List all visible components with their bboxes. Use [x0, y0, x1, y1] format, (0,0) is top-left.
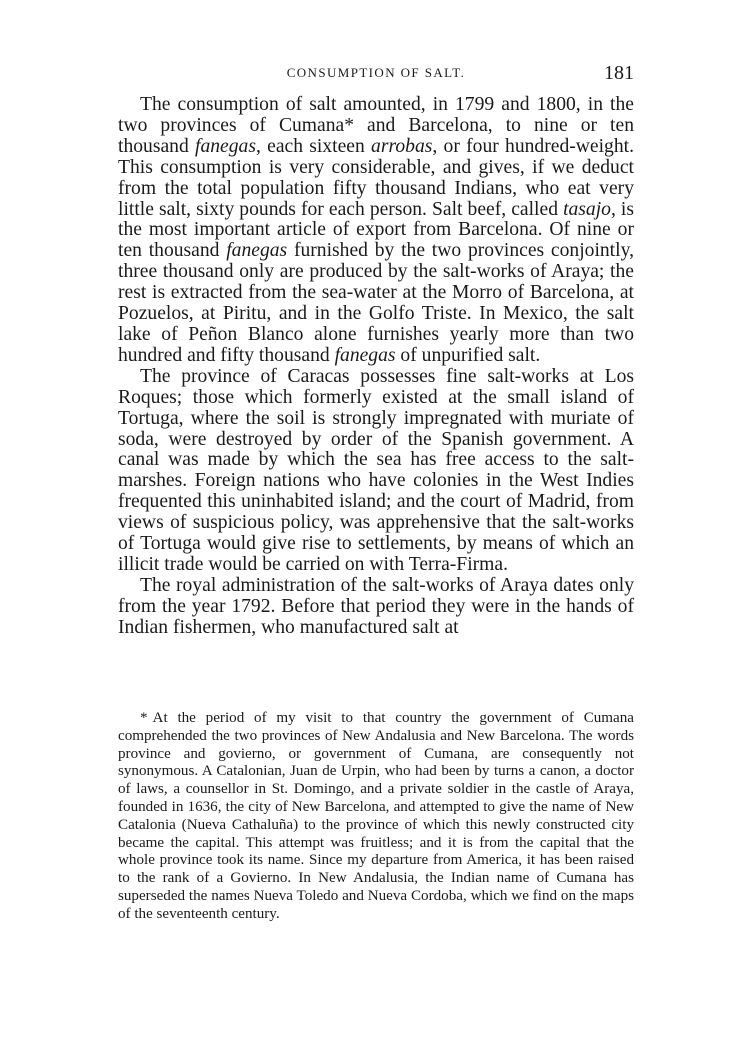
paragraph-text-run: The province of Caracas possesses fine salt-works at Los Roques; those which formerly existed at the small island of Tortuga, where the soil is strongly impregnated with muriate of soda, were destroyed by order of the Spanish government. A canal was made by which the sea has free access to the salt-marshes. Foreign nations who have colonies in the West Indies frequented this uninhabited island; and the court of Madrid, from views of suspicious policy, was apprehensive that the salt-works of Tortuga would give rise to settlements, by means of which an illicit trade would be carried on with Terra-Firma. [118, 365, 634, 575]
paragraph-2 [118, 367, 634, 576]
paragraph-text-run: furnished by the two provinces conjointly, three thousand only are produced by the salt-works of Araya; the rest is extracted from the sea-water at the Morro of Barcelona, at Pozuelos, at Piritu, and in the Golfo Triste. In Mexico, the salt lake of Peñon Blanco alone furnishes yearly more than two hundred and fifty thousand [118, 240, 634, 366]
footnote-text [118, 710, 634, 922]
page-number: 181 [604, 62, 634, 84]
paragraph-italic-term: arrobas [371, 135, 433, 157]
footnote-marker: * [140, 710, 148, 726]
paragraph-text-run: , is the most important article of export from Barcelona. Of nine or ten thousand [118, 198, 634, 262]
paragraph-italic-term: fanegas [334, 344, 396, 366]
paragraph-3 [118, 576, 634, 639]
footnote-paragraph [118, 710, 634, 924]
paragraph-italic-term: tasajo [563, 198, 611, 220]
paragraph-1 [118, 95, 634, 367]
running-head [118, 62, 634, 88]
paragraph-text-run: The consumption of salt amounted, in 1799 and 1800, in the two provinces of Cumana* and Barcelona, to nine or ten thousand [118, 94, 634, 157]
footnote-text-run: At the period of my visit to that country the government of Cumana comprehended the two provinces of New Andalusia and New Barcelona. The words province and govierno, or government of Cumana, are consequently not synonymous. A Catalonian, Juan de Urpin, who had been by turns a canon, a doctor of laws, a counsellor in St. Domingo, and a private soldier in the castle of Araya, founded in 1636, the city of New Barcelona, and attempted to give the name of New Catalonia (Nueva Cathaluña) to the province of which this newly constructed city became the capital. This attempt was fruitless; and it is from the capital that the whole province took its name. Since my departure from America, it has been raised to the rank of a Govierno. In New Andalusia, the Indian name of Cumana has superseded the names Nueva Toledo and Nueva Cordoba, which we find on the maps of the seventeenth century. [118, 710, 634, 922]
paragraph-text-run: of unpurified salt. [395, 344, 541, 366]
paragraph-italic-term: fanegas [226, 240, 288, 262]
paragraph-text-run: , or four hundred-weight. This consumption is very considerable, and gives, if we deduct from the total population fifty thousand Indians, who eat very little salt, sixty pounds for each person. Salt beef, called [118, 135, 634, 220]
body-text [118, 95, 634, 639]
running-title: CONSUMPTION OF SALT. [286, 65, 466, 80]
paragraph-text-run: The royal administration of the salt-works of Araya dates only from the year 1792. Before that period they were in the hands of Indian fishermen, who manufactured salt at [118, 574, 634, 638]
footnote [118, 710, 634, 924]
paragraph-text-run: , each sixteen [255, 135, 372, 157]
paragraph-italic-term: fanegas [195, 135, 256, 157]
